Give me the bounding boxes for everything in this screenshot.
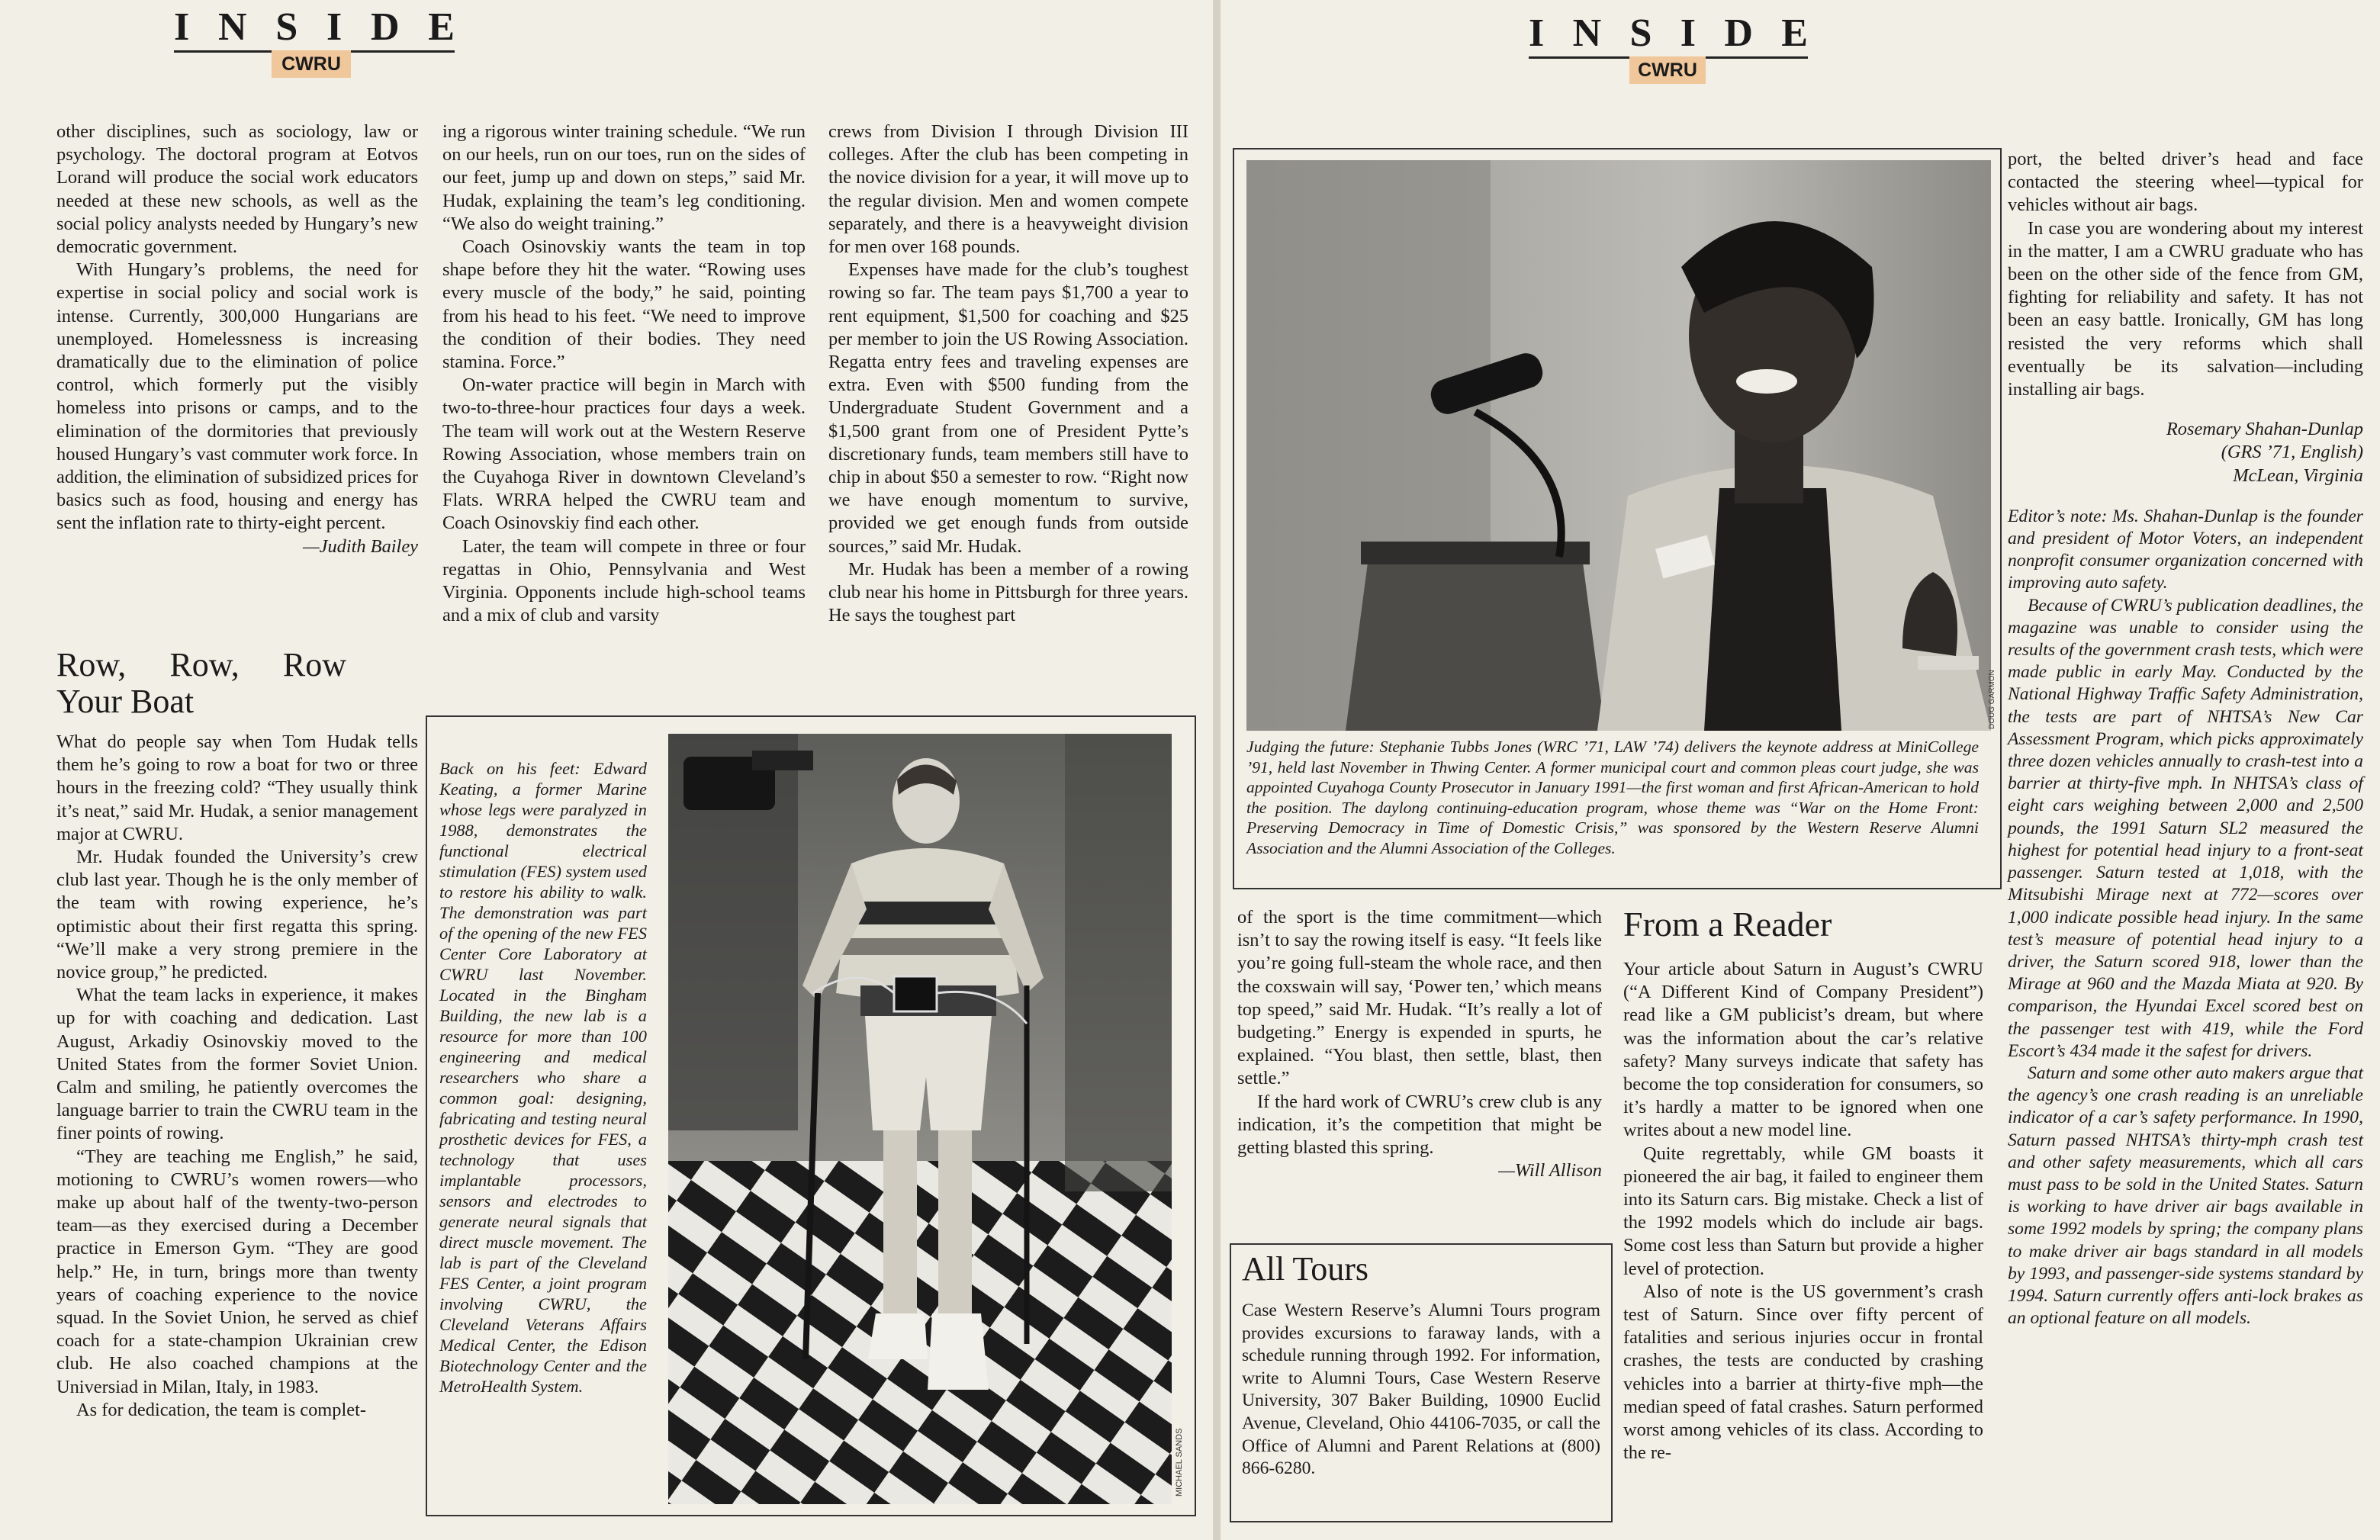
paragraph: port, the belted driver’s head and face contacted the steering wheel—typical for vehicles without air bags. xyxy=(2008,149,2363,216)
signature-location: McLean, Virginia xyxy=(2233,465,2363,486)
paragraph: “They are teaching me English,” he said, motioning to CWRU’s women rowers—who make up about half of the twenty-two-person team—as they exercised during a December practice in Emerson Gym. “They are good help.” He, in turn, brings more than twenty years of coaching experience to the novice squad. In the Soviet Union, he served as chief coach for a state-champion Ukrainian crew club. He also coached champions at the Universiad in Milan, Italy, in 1983. xyxy=(56,1146,418,1397)
article-title: Row, Row, Row Your Boat xyxy=(56,646,346,720)
header-letter: I xyxy=(1529,11,1545,55)
header-letter: D xyxy=(370,5,400,49)
left-inside-header xyxy=(174,5,455,75)
all-tours-box xyxy=(1230,1243,1613,1522)
header-letter: S xyxy=(275,5,298,49)
page-gutter xyxy=(1213,0,1221,1540)
paragraph: Quite regrettably, while GM boasts it pioneered the air bag, it failed to engineer them into its Saturn cars. Big mistake. Check a list of the 1992 models which do include air bags. Some cost less than Saturn but provide a higher level of protection. xyxy=(1623,1143,1983,1279)
walking-man-photo-illustration xyxy=(668,734,1172,1504)
left-col1-top xyxy=(56,121,418,558)
paragraph: Saturn and some other auto makers argue that the agency’s one crash reading is an unreliable indicator of a car’s safety performance. In 1990, Saturn passed NHTSA’s thirty-mph crash test and other safety measurements, which all cars must pass to be sold in the United States. Saturn is working to have driver air bags available in some 1992 models by spring; the company plans to make driver air bags standard in all models by 1993, and passenger-side systems standard by 1994. Saturn currently offers anti-lock brakes as an optional feature on all models. xyxy=(2008,1063,2363,1329)
paragraph: Mr. Hudak has been a member of a rowing club near his home in Pittsburgh for three years. He says the toughest part xyxy=(828,558,1188,626)
right-page xyxy=(1221,0,2380,1540)
header-letter: I xyxy=(1680,11,1697,55)
paragraph: As for dedication, the team is complet- xyxy=(76,1399,366,1420)
editor-note xyxy=(2008,506,2363,1330)
paragraph: other disciplines, such as sociology, law or psychology. The doctoral program at Eotvos Lorand will produce the social work educators needed at these new schools, as well as the social policy analysts needed by Hungary’s new democratic government. xyxy=(56,121,418,258)
cwru-tag: CWRU xyxy=(272,50,351,78)
left-col2 xyxy=(442,121,806,627)
paragraph: If the hard work of CWRU’s crew club is any indication, it’s the competition that might be getting blasted this spring. xyxy=(1237,1091,1602,1159)
speaker-photo-illustration xyxy=(1246,160,1991,731)
right-inside-header xyxy=(1529,11,1808,81)
header-letter: I xyxy=(326,5,343,49)
photo-caption: Judging the future: Stephanie Tubbs Jones (WRC ’71, LAW ’74) delivers the keynote address at MiniCollege ’91, held last November in Thwing Center. A former municipal court and common pleas court judge, she was appointed Cuyahoga County Prosecutor in January 1991—the first woman and first African-American to hold the position. The daylong continuing-education program, whose theme was “War on the Home Front: Preserving Democracy in Time of Domestic Crisis,” was sponsored by the Western Reserve Alumni Association and the Alumni Association of the Colleges. xyxy=(1246,738,1979,857)
paragraph: ing a rigorous winter training schedule. “We run on our heels, run on our toes, run on the sides of our feet, jump up and down on steps,” said Mr. Hudak, explaining the team’s leg conditioning. “We also do weight training.” xyxy=(442,121,806,234)
all-tours-text: Case Western Reserve’s Alumni Tours program provides excursions to faraway lands, with a schedule running through 1992. For information, write to Alumni Tours, Case Western Reserve University, 307 Baker Building, 10900 Euclid Avenue, Cleveland, Ohio 44106-7035, or call the Office of Alumni and Parent Relations at (800) 866-6280. xyxy=(1242,1300,1600,1479)
paragraph: What do people say when Tom Hudak tells them he’s going to row a boat for two or three hours in the freezing cold? “They usually think it’s neat,” said Mr. Hudak, a senior management major at CWRU. xyxy=(56,731,418,844)
paragraph: Later, the team will compete in three or four regattas in Ohio, Pennsylvania and West Virginia. Opponents include high-school teams and a mix of club and varsity xyxy=(442,535,806,626)
header-letter: S xyxy=(1629,11,1652,55)
paragraph: Mr. Hudak founded the University’s crew club last year. Though he is the only member of the team with rowing experience, he’s optimistic about their first regatta this spring. “We’ll make a very strong premiere in the novice group,” he predicted. xyxy=(56,847,418,983)
paragraph: crews from Division I through Division III colleges. After the club has been competing in the novice division for a year, it will move up to the regular division. Men and women compete separately, and there is a heavyweight division for men over 168 pounds. xyxy=(828,121,1188,258)
paragraph: of the sport is the time commitment—which isn’t to say the rowing itself is easy. “It feels like you’re going full-steam the whole race, and then the coxswain will say, ‘Power ten,’ which means top speed,” said Mr. Hudak. “It’s really a lot of budgeting.” Energy is expended in spurts, he explained. “You blast, then settle, blast, then settle.” xyxy=(1237,907,1602,1089)
fes-photo-frame xyxy=(426,715,1196,1516)
byline: —Will Allison xyxy=(1498,1160,1602,1182)
paragraph: Also of note is the US government’s crash test of Saturn. Since over fifty percent of fatalities and serious injuries occur in frontal crashes, the tests are conducted by crashing vehicles into a barrier at thirty-five mph—the median speed of fatal crashes. Saturn performed worst among vehicles of its class. According to the re- xyxy=(1623,1281,1983,1464)
paragraph: On-water practice will begin in March with two-to-three-hour practices four days a week. The team will work out at the Western Reserve Rowing Association, whose members train on the Cuyahoga River in downtown Cleveland’s Flats. WRRA helped the CWRU team and Coach Osinovskiy find each other. xyxy=(442,375,806,534)
left-col3 xyxy=(828,121,1188,627)
paragraph: Your article about Saturn in August’s CWRU (“A Different Kind of Company President”) read like a GM publicist’s dream, but where was the information about the car’s relative safety? Many surveys indicate that safety has become the top consideration for consumers, so it’s hardly a matter to be ignored when one writes about a new model line. xyxy=(1623,959,1983,1141)
photo-caption: Back on his feet: Edward Keating, a former Marine whose legs were paralyzed in 1988, demonstrates the functional electrical stimulation (FES) system used to restore his ability to walk. The demonstration was part of the opening of the new FES Center Core Laboratory at CWRU last November. Located in the Bingham Building, the new lab is a resource for more than 100 engineering and medical researchers who share a common goal: designing, fabricating and testing neural prosthetic devices for FES, a technology that uses implantable processors, sensors and electrodes to generate neural signals that direct muscle movement. The lab is part of the Cleveland FES Center, a joint program involving CWRU, the Cleveland Veterans Affairs Medical Center, the Edison Biotechnology Center and the MetroHealth System. xyxy=(439,759,647,1396)
header-letter: N xyxy=(1572,11,1602,55)
all-tours-title: All Tours xyxy=(1242,1250,1369,1288)
signature-name: Rosemary Shahan-Dunlap xyxy=(2166,419,2363,440)
header-letter: E xyxy=(428,5,455,49)
photo-credit: MICHAEL SANDS xyxy=(1175,1428,1184,1497)
header-letter: E xyxy=(1781,11,1808,55)
left-col1-bottom xyxy=(56,647,418,1422)
inside-word xyxy=(174,5,455,50)
right-col1 xyxy=(1237,906,1602,1182)
speaker-photo-frame xyxy=(1233,148,2002,889)
paragraph: Editor’s note: Ms. Shahan-Dunlap is the founder and president of Motor Voters, an independent nonprofit consumer organization concerned with improving auto safety. xyxy=(2008,506,2363,593)
paragraph: Because of CWRU’s publication deadlines, the magazine was unable to consider using the results of the government crash tests, which were made public in early May. Conducted by the National Highway Traffic Safety Administration, the tests are part of NHTSA’s New Car Assessment Program, which picks approximately three dozen vehicles annually to crash-test into a barrier at thirty-five mph. In NHTSA’s class of eight cars weighing between 2,000 and 2,500 pounds, the 1991 Saturn SL2 measured the highest for potential head injury to a front-seat passenger. Saturn tested at 1,018, with the Mitsubishi Mirage next at 772—scores over 1,000 indicate possible head injury. In the same test’s measure of potential head injury to a driver, the Saturn scored 918, lower than the Mirage at 960 and the Mazda Miata at 920. By comparison, the Hyundai Excel scored best on the passenger test with 419, while the Ford Escort’s 434 made it the safest for drivers. xyxy=(2008,595,2363,1061)
inside-word xyxy=(1529,11,1808,56)
byline: —Judith Bailey xyxy=(302,535,418,557)
paragraph: What the team lacks in experience, it makes up for with coaching and dedication. Last August, Arkadiy Osinovskiy moved to the United States from the former Soviet Union. Calm and smiling, he patiently overcomes the language barrier to train the CWRU team in the finer points of rowing. xyxy=(56,985,418,1144)
paragraph: In case you are wondering about my interest in the matter, I am a CWRU graduate who has been on the other side of the fence from GM, fighting for reliability and safety. It has not been an easy battle. Ironically, GM has long resisted the very reforms which shall eventually be its salvation—including installing air bags. xyxy=(2008,217,2363,400)
right-col3 xyxy=(2008,148,2363,1329)
header-letter: I xyxy=(174,5,190,49)
paragraph: Coach Osinovskiy wants the team in top shape before they hit the water. “Rowing uses every muscle of the body,” he said, pointing from his head to his feet. “We need to improve the condition of their bodies. They need stamina. Force.” xyxy=(442,236,806,373)
fes-walking-photo xyxy=(668,734,1172,1504)
right-col2 xyxy=(1623,906,1983,1464)
header-letter: D xyxy=(1724,11,1753,55)
photo-credit: DOUG GARMON xyxy=(1988,670,1996,729)
signature-affiliation: (GRS ’71, English) xyxy=(2221,442,2363,463)
letter-signature xyxy=(2008,418,2363,487)
paragraph: With Hungary’s problems, the need for expertise in social policy and social work is intense. Currently, 300,000 Hungarians are unemployed. Homelessness is increasing dramatically due to the elimination of police control, which formerly put the visibly homeless into prisons or camps, and to the elimination of the dormitories that previously housed Hungary’s vast commuter work force. In addition, the elimination of subsidized prices for basics such as food, housing and energy has sent the inflation rate to thirty-eight percent. xyxy=(56,259,418,534)
from-a-reader-title: From a Reader xyxy=(1623,905,1832,944)
speaker-photo xyxy=(1246,160,1991,731)
cwru-tag: CWRU xyxy=(1629,56,1706,84)
paragraph: Expenses have made for the club’s toughest rowing so far. The team pays $1,700 a year to rent equipment, $1,500 for coaching and $25 per member to join the US Rowing Association. Regatta entry fees and traveling expenses are extra. Even with $500 funding from the Undergraduate Student Government and a $1,500 grant from one of President Pytte’s discretionary funds, team members still have to chip in about $50 a semester to row. “Right now we have enough momentum to survive, provided we get enough funds from outside sources,” said Mr. Hudak. xyxy=(828,259,1188,557)
header-letter: N xyxy=(218,5,247,49)
